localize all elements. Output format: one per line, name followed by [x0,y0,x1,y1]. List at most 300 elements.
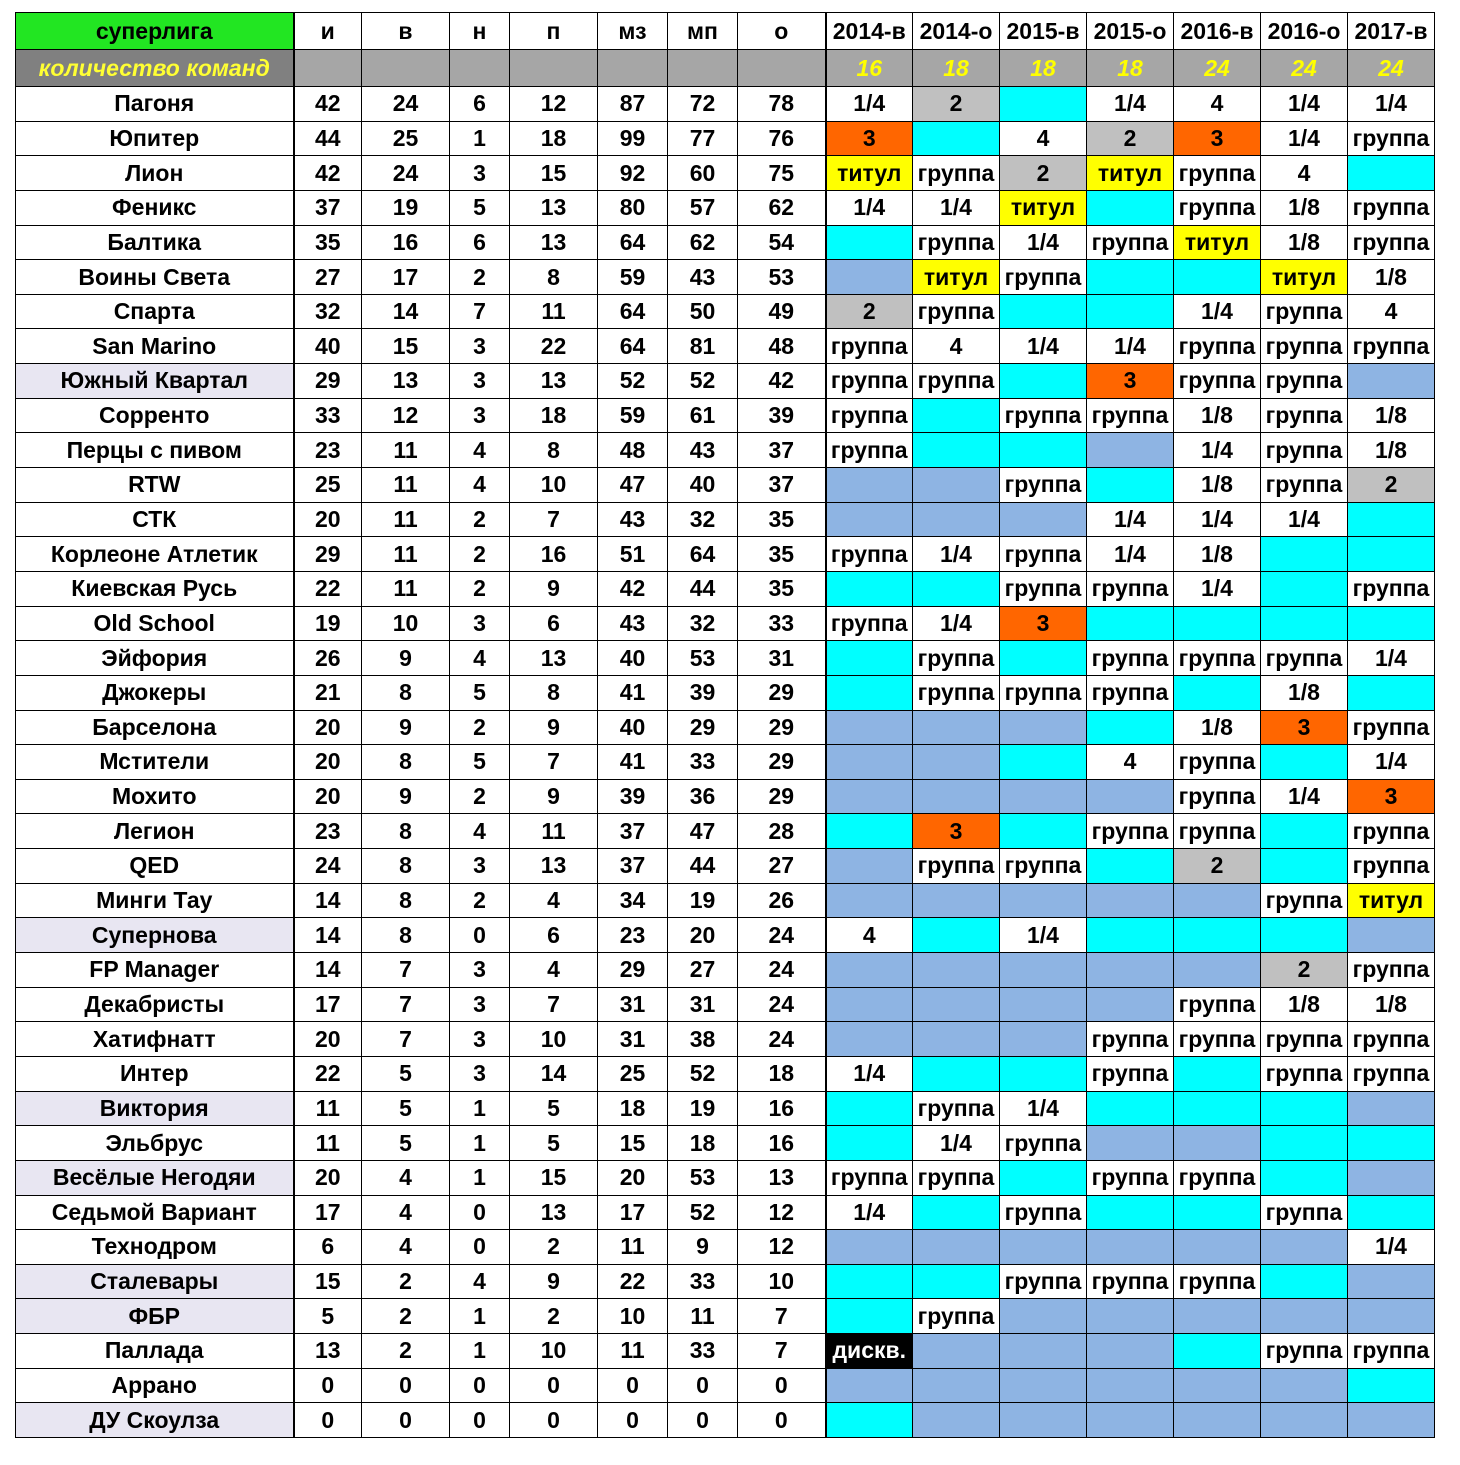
season-result [1087,260,1174,295]
team-name: Пагоня [16,87,294,122]
season-result [1000,987,1087,1022]
season-result [826,849,913,884]
season-result [1174,1195,1261,1230]
season-result [826,814,913,849]
stat-draws: 5 [450,675,510,710]
stat-losses: 4 [510,883,598,918]
stat-games: 23 [294,433,362,468]
season-result [1087,849,1174,884]
season-result [1087,1195,1174,1230]
season-result: группа [1348,710,1435,745]
stat-games: 14 [294,918,362,953]
season-result: 1/8 [1261,675,1348,710]
stat-draws: 5 [450,745,510,780]
season-result: группа [1261,433,1348,468]
stat-wins: 24 [362,87,450,122]
season-result [826,987,913,1022]
stat-draws: 3 [450,953,510,988]
table-row [16,121,1435,156]
season-result [826,745,913,780]
stat-games: 20 [294,779,362,814]
stat-goals-against: 0 [668,1368,738,1403]
stat-points: 0 [738,1368,826,1403]
stat-draws: 3 [450,1022,510,1057]
stat-draws: 4 [450,468,510,503]
season-result [913,953,1000,988]
season-result: 1/8 [1348,260,1435,295]
table-row [16,1230,1435,1265]
season-result: группа [913,1299,1000,1334]
season-result: группа [826,537,913,572]
stat-wins: 11 [362,468,450,503]
stat-wins: 19 [362,190,450,225]
season-result: группа [1000,675,1087,710]
team-name: Old School [16,606,294,641]
table-row [16,814,1435,849]
stat-games: 20 [294,1160,362,1195]
table-row [16,1126,1435,1161]
table-row [16,225,1435,260]
stat-games: 22 [294,1056,362,1091]
stat-losses: 10 [510,468,598,503]
season-result: титул [1000,190,1087,225]
season-result: группа [1261,641,1348,676]
stat-games: 20 [294,710,362,745]
stat-goals-for: 25 [598,1056,668,1091]
stat-losses: 8 [510,433,598,468]
season-result [913,1403,1000,1438]
stat-goals-for: 64 [598,294,668,329]
season-header-2015-autumn: 2015-о [1087,13,1174,50]
stat-goals-against: 19 [668,1091,738,1126]
season-result: 1/4 [1087,502,1174,537]
stat-goals-for: 59 [598,398,668,433]
stat-goals-against: 57 [668,190,738,225]
stat-losses: 7 [510,502,598,537]
team-name: ФБР [16,1299,294,1334]
season-result: 1/8 [1174,468,1261,503]
team-count-row [16,50,1435,87]
team-name: Мохито [16,779,294,814]
stat-games: 6 [294,1230,362,1265]
season-result [1000,953,1087,988]
table-row [16,641,1435,676]
stat-games: 23 [294,814,362,849]
stat-games: 42 [294,87,362,122]
stat-draws: 3 [450,329,510,364]
stat-goals-for: 43 [598,502,668,537]
team-name: Сорренто [16,398,294,433]
stat-draws: 6 [450,225,510,260]
table-row [16,1368,1435,1403]
table-row [16,1195,1435,1230]
stat-goals-for: 37 [598,849,668,884]
stat-goals-against: 72 [668,87,738,122]
table-row [16,675,1435,710]
league-title: суперлига [16,13,294,50]
season-result [826,710,913,745]
stat-goals-against: 60 [668,156,738,191]
stat-draws: 0 [450,1195,510,1230]
stat-games: 0 [294,1403,362,1438]
season-result: группа [1348,1056,1435,1091]
stat-goals-for: 11 [598,1334,668,1369]
stat-draws: 2 [450,883,510,918]
stat-games: 21 [294,675,362,710]
stat-points: 35 [738,537,826,572]
season-result [1261,745,1348,780]
stat-games: 20 [294,745,362,780]
team-name: Воины Света [16,260,294,295]
stat-points: 13 [738,1160,826,1195]
season-result: 1/8 [1348,398,1435,433]
stat-goals-for: 29 [598,953,668,988]
team-name: Киевская Русь [16,571,294,606]
table-row [16,468,1435,503]
season-result [1348,537,1435,572]
season-result [913,710,1000,745]
stat-games: 19 [294,606,362,641]
stat-wins: 14 [362,294,450,329]
stat-points: 26 [738,883,826,918]
stat-wins: 9 [362,641,450,676]
season-result [913,433,1000,468]
stat-goals-against: 32 [668,502,738,537]
season-result [913,1022,1000,1057]
season-result [1174,953,1261,988]
stat-draws: 2 [450,260,510,295]
stat-draws: 3 [450,849,510,884]
season-result: 3 [913,814,1000,849]
stat-points: 39 [738,398,826,433]
stat-points: 62 [738,190,826,225]
season-result: 1/4 [1261,779,1348,814]
season-result: 2 [1087,121,1174,156]
stat-goals-for: 0 [598,1368,668,1403]
team-count: 24 [1174,50,1261,87]
stat-points: 24 [738,987,826,1022]
stat-losses: 18 [510,121,598,156]
stat-goals-against: 44 [668,849,738,884]
stat-wins: 12 [362,398,450,433]
stat-wins: 9 [362,779,450,814]
stat-goals-against: 53 [668,641,738,676]
season-result [1261,571,1348,606]
stat-games: 22 [294,571,362,606]
season-result [1348,606,1435,641]
stat-wins: 8 [362,675,450,710]
table-row [16,883,1435,918]
season-result [913,571,1000,606]
season-result [1000,1368,1087,1403]
season-result: группа [1087,398,1174,433]
col-header-games: и [294,13,362,50]
season-result [826,571,913,606]
team-name: Джокеры [16,675,294,710]
season-result [826,1126,913,1161]
stat-points: 48 [738,329,826,364]
season-result [1087,1334,1174,1369]
table-row [16,571,1435,606]
season-result: группа [1000,1126,1087,1161]
team-count: 16 [826,50,913,87]
team-name: Декабристы [16,987,294,1022]
team-name: QED [16,849,294,884]
stat-wins: 13 [362,364,450,399]
stat-goals-for: 22 [598,1264,668,1299]
season-result [1087,883,1174,918]
season-result: группа [1174,329,1261,364]
stat-points: 31 [738,641,826,676]
stat-goals-against: 81 [668,329,738,364]
stat-wins: 4 [362,1160,450,1195]
season-result: 1/4 [1174,294,1261,329]
empty-cell [668,50,738,87]
season-result: группа [1348,329,1435,364]
stat-goals-for: 92 [598,156,668,191]
stat-draws: 6 [450,87,510,122]
team-count: 18 [1087,50,1174,87]
season-result [1348,1403,1435,1438]
stat-goals-for: 31 [598,987,668,1022]
season-result [1000,1299,1087,1334]
season-result [1000,710,1087,745]
stat-draws: 3 [450,987,510,1022]
season-result [1000,745,1087,780]
stat-draws: 4 [450,814,510,849]
season-result: 1/4 [826,1195,913,1230]
stat-losses: 6 [510,918,598,953]
season-result [913,1264,1000,1299]
stat-draws: 5 [450,190,510,225]
empty-cell [598,50,668,87]
season-result: 1/4 [913,606,1000,641]
season-result [826,468,913,503]
season-result: 1/4 [826,87,913,122]
stat-draws: 1 [450,1126,510,1161]
stat-games: 17 [294,987,362,1022]
season-result [1087,1368,1174,1403]
stat-draws: 2 [450,502,510,537]
stat-wins: 9 [362,710,450,745]
season-result: 1/4 [1261,121,1348,156]
season-result [1087,468,1174,503]
season-result [1174,675,1261,710]
season-result: 1/4 [1348,745,1435,780]
stat-wins: 8 [362,918,450,953]
team-name: RTW [16,468,294,503]
season-header-2015-spring: 2015-в [1000,13,1087,50]
season-result [826,641,913,676]
team-name: Хатифнатт [16,1022,294,1057]
season-result [1348,156,1435,191]
season-result: 2 [826,294,913,329]
season-result: 1/4 [913,1126,1000,1161]
season-result [1174,1056,1261,1091]
season-result [1087,1299,1174,1334]
stat-draws: 3 [450,398,510,433]
season-result [1261,1091,1348,1126]
season-result: 1/8 [1261,987,1348,1022]
stat-losses: 7 [510,987,598,1022]
stat-goals-against: 64 [668,537,738,572]
season-result: группа [1087,1022,1174,1057]
season-result: группа [826,364,913,399]
season-result [1000,883,1087,918]
stat-points: 24 [738,1022,826,1057]
season-result [1348,364,1435,399]
stat-goals-against: 50 [668,294,738,329]
season-result: 4 [1087,745,1174,780]
stat-losses: 13 [510,190,598,225]
season-result: группа [1000,1264,1087,1299]
season-result: группа [1174,641,1261,676]
header-row [16,13,1435,50]
season-result: группа [913,364,1000,399]
stat-draws: 4 [450,641,510,676]
season-result [1174,606,1261,641]
team-name: Барселона [16,710,294,745]
season-result [826,883,913,918]
season-result [826,1299,913,1334]
stat-losses: 12 [510,87,598,122]
season-result [1261,606,1348,641]
team-name: Технодром [16,1230,294,1265]
season-result: 1/8 [1174,710,1261,745]
season-result: группа [1348,953,1435,988]
team-name: Супернова [16,918,294,953]
season-result [826,225,913,260]
season-result: группа [1087,641,1174,676]
season-result [826,1091,913,1126]
season-result: группа [1000,571,1087,606]
season-result [1348,502,1435,537]
season-result: группа [1261,294,1348,329]
stat-goals-for: 42 [598,571,668,606]
team-name: Виктория [16,1091,294,1126]
table-row [16,745,1435,780]
stat-goals-against: 33 [668,1264,738,1299]
season-result [1174,1334,1261,1369]
stat-points: 10 [738,1264,826,1299]
stat-goals-for: 40 [598,641,668,676]
stat-goals-for: 31 [598,1022,668,1057]
season-result: 1/8 [1348,433,1435,468]
season-result: группа [1087,675,1174,710]
team-name: Лион [16,156,294,191]
season-result [1348,1160,1435,1195]
empty-cell [294,50,362,87]
season-result: 1/4 [1087,537,1174,572]
stat-games: 5 [294,1299,362,1334]
season-result [1087,1091,1174,1126]
season-result [913,1334,1000,1369]
stat-points: 53 [738,260,826,295]
stat-goals-for: 15 [598,1126,668,1161]
season-result: группа [1000,468,1087,503]
table-row [16,329,1435,364]
team-name: San Marino [16,329,294,364]
stat-losses: 9 [510,710,598,745]
season-result: 1/4 [913,537,1000,572]
stat-goals-for: 11 [598,1230,668,1265]
season-result: 1/4 [1348,87,1435,122]
season-result [826,1264,913,1299]
stat-wins: 11 [362,433,450,468]
season-result [1174,918,1261,953]
season-result [1261,918,1348,953]
col-header-points: о [738,13,826,50]
stat-draws: 0 [450,918,510,953]
stat-draws: 2 [450,571,510,606]
season-result [1000,87,1087,122]
season-result: 1/4 [826,1056,913,1091]
season-result [1087,987,1174,1022]
stat-losses: 15 [510,1160,598,1195]
season-result [1087,953,1174,988]
stat-games: 13 [294,1334,362,1369]
table-row [16,779,1435,814]
season-result [1261,1126,1348,1161]
col-header-goals-against: мп [668,13,738,50]
stat-losses: 9 [510,1264,598,1299]
stat-wins: 8 [362,745,450,780]
season-result [1348,1299,1435,1334]
season-result: группа [1348,121,1435,156]
season-result: группа [1348,1334,1435,1369]
stat-games: 17 [294,1195,362,1230]
season-result: группа [826,329,913,364]
stat-losses: 0 [510,1368,598,1403]
stat-losses: 6 [510,606,598,641]
stat-draws: 2 [450,710,510,745]
season-result: группа [1261,1056,1348,1091]
season-result [826,502,913,537]
table-row [16,364,1435,399]
stat-draws: 2 [450,779,510,814]
season-result: группа [1348,1022,1435,1057]
season-result: 4 [1261,156,1348,191]
season-result [1348,1091,1435,1126]
season-result: группа [1174,1022,1261,1057]
season-result [1087,1403,1174,1438]
season-result [1000,364,1087,399]
season-result [1261,814,1348,849]
stat-draws: 3 [450,1056,510,1091]
team-name: Легион [16,814,294,849]
stat-goals-against: 31 [668,987,738,1022]
stat-losses: 13 [510,225,598,260]
season-result [1087,1126,1174,1161]
col-header-losses: п [510,13,598,50]
stat-points: 35 [738,571,826,606]
stat-goals-for: 39 [598,779,668,814]
stat-goals-for: 41 [598,675,668,710]
stat-goals-for: 80 [598,190,668,225]
col-header-goals-for: мз [598,13,668,50]
season-result [1261,1403,1348,1438]
season-result: группа [1087,1056,1174,1091]
stat-losses: 4 [510,953,598,988]
stat-points: 27 [738,849,826,884]
stat-draws: 4 [450,1264,510,1299]
stat-goals-against: 33 [668,1334,738,1369]
team-count: 24 [1348,50,1435,87]
season-result [1000,502,1087,537]
season-result: титул [1087,156,1174,191]
stat-points: 28 [738,814,826,849]
stat-draws: 2 [450,537,510,572]
